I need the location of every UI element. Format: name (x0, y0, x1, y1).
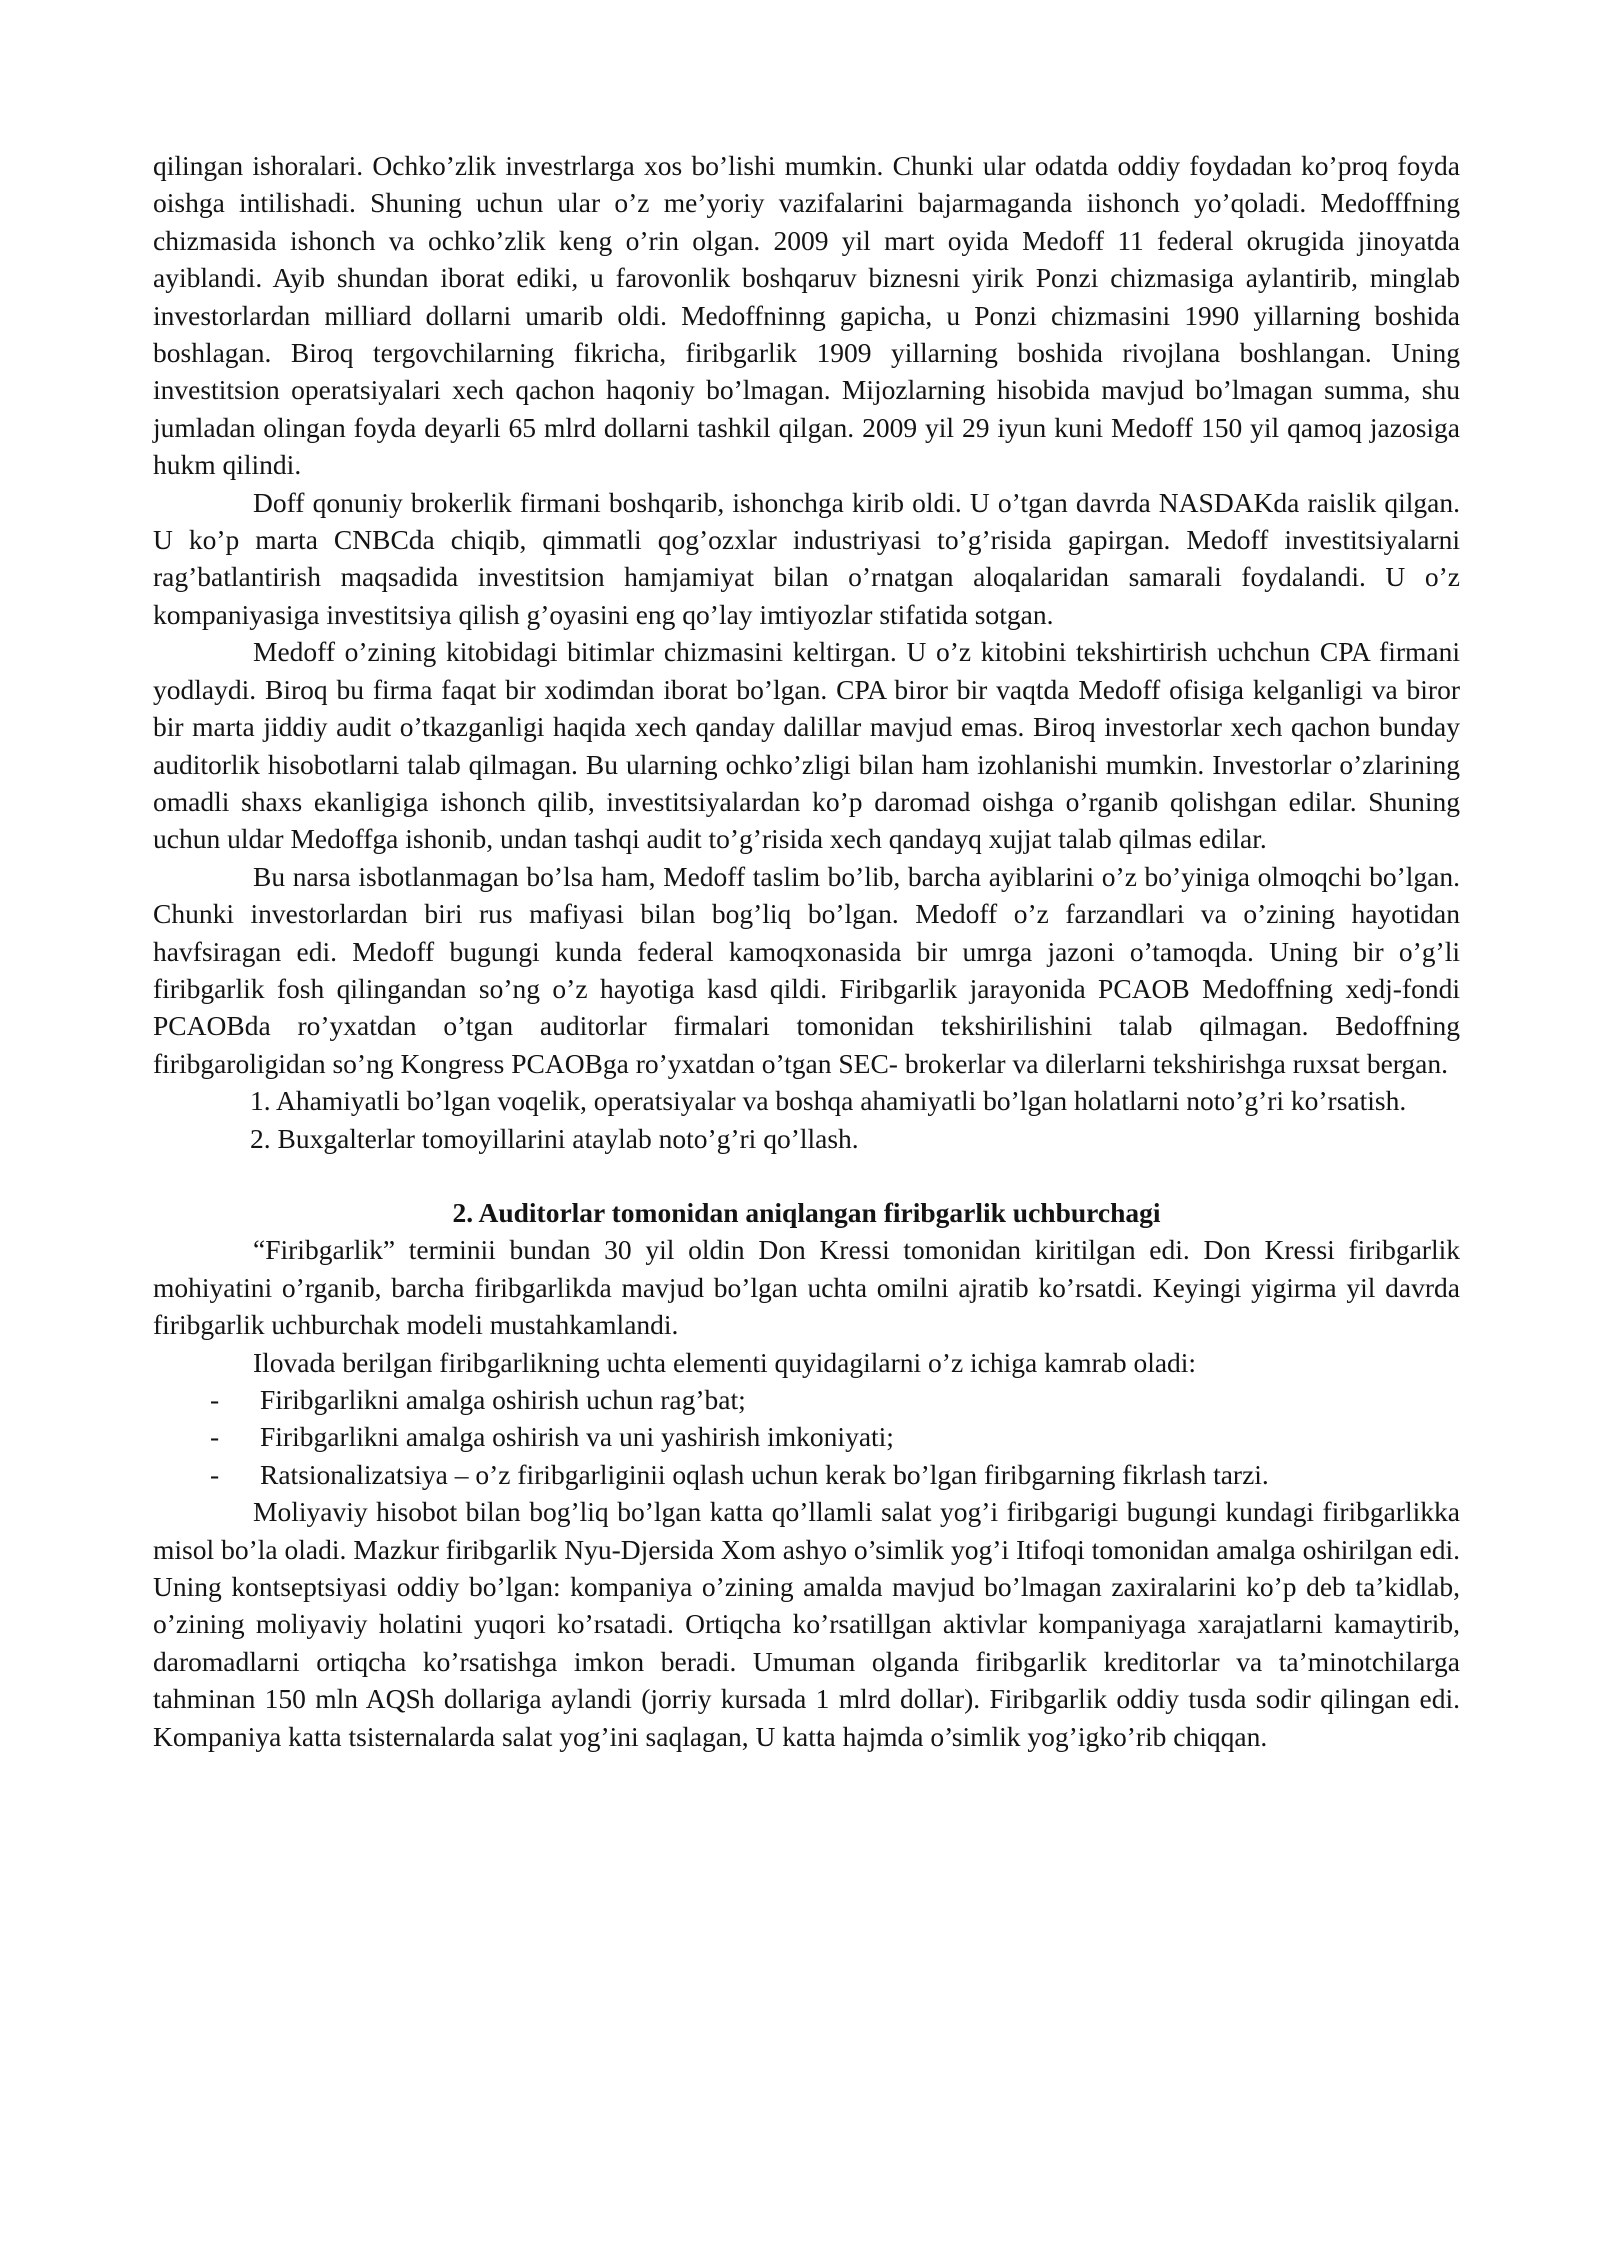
dash-marker: - (210, 1458, 220, 1490)
list-item-text: Firibgarlikni amalga oshirish va uni yashirish imkoniyati; (260, 1421, 894, 1453)
paragraph-medoff-charges: qilingan ishoralari. Ochko’zlik investrlarga xos bo’lishi mumkin. Chunki ular odatda oddiy foydadan ko’proq foyda oishga intilishadi. Shuning uchun ular o’z me’yoriy vazifalarini bajarmaganda iishonch yo’qoladi. Medofffning chizmasida ishonch va ochko’zlik keng o’rin olgan. 2009 yil mart oyida Medoff 11 federal okrugida jinoyatda ayiblandi. Ayib shundan iborat ediki, u farovonlik boshqaruv biznesni yirik Ponzi chizmasiga aylantirib, minglab investorlardan milliard dollarni umarib oldi. Medoffninng gapicha, u Ponzi chizmasini 1990 yillarning boshida boshlagan. Biroq tergovchilarning fikricha, firibgarlik 1909 yillarning boshida rivojlana boshlangan. Uning investitsion operatsiyalari xech qachon haqoniy bo’lmagan. Mijozlarning hisobida mavjud bo’lmagan summa, shu jumladan olingan foyda deyarli 65 mlrd dollarni tashkil qilgan. 2009 yil 29 iyun kuni Medoff 150 yil qamoq jazosiga hukm qilindi. (153, 150, 1460, 481)
dash-marker: - (210, 1421, 220, 1453)
paragraph-fraud-term: “Firibgarlik” terminii bundan 30 yil oldin Don Kressi tomonidan kiritilgan edi. Don Kressi firibgarlik mohiyatini o’rganib, barcha firibgarlikda mavjud bo’lgan uchta omilni ajratib ko’rsatdi. Keyingi yigirma yil davrda firibgarlik uchburchak modeli mustahkamlandi. (153, 1234, 1460, 1341)
list-item-rationalization (153, 1456, 1460, 1493)
list-item-text: Firibgarlikni amalga oshirish uchun rag’bat; (260, 1384, 746, 1415)
section-heading: 2. Auditorlar tomonidan aniqlangan firibgarlik uchburchagi (452, 1196, 1161, 1228)
paragraph-medoff-surrender: Bu narsa isbotlanmagan bo’lsa ham, Medoff taslim bo’lib, barcha ayiblarini o’z bo’yiniga olmoqchi bo’lgan. Chunki investorlardan biri rus mafiyasi bilan bog’liq bo’lgan. Medoff o’z farzandlari va o’zining hayotidan havfsiragan edi. Medoff bugungi kunda federal kamoqxonasida bir umrga jazoni o’tamoqda. Uning bir o’g’li firibgarlik fosh qilingandan so’ng o’z hayotiga kasd qildi. Firibgarlik jarayonida PCAOB Medoffning xedj-fondi PCAOBda ro’yxatdan o’tgan auditorlar firmalari tomonidan tekshirilishini talab qilmagan. Bedoffning firibgaroligidan so’ng Kongress PCAOBga ro’yxatdan o’tgan SEC- brokerlar va dilerlarni tekshirishga ruxsat bergan. (153, 860, 1460, 1079)
numbered-item-2: 2. Buxgalterlar tomoyillarini ataylab noto’g’ri qo’llash. (250, 1122, 859, 1154)
paragraph-salad-oil-fraud: Moliyaviy hisobot bilan bog’liq bo’lgan katta qo’llamli salat yog’i firibgarigi bugungi kundagi firibgarlikka misol bo’la oladi. Mazkur firibgarlik Nyu-Djersida Xom ashyo o’simlik yog’i Itifoqi tomonidan amalga oshirilgan edi. Uning kontseptsiyasi oddiy bo’lgan: kompaniya o’zining amalda mavjud bo’lmagan zaxiralarini ko’p deb ta’kidlab, o’zining moliyaviy holatini yuqori ko’rsatadi. Ortiqcha ko’rsatillgan aktivlar kompaniyaga xarajatlarni kamaytirib, daromadlarni ortiqcha ko’rsatishga imkon beradi. Umuman olganda firibgarlik kreditorlar va ta’minotchilarga tahminan 150 mln AQSh dollariga aylandi (jorriy kursada 1 mlrd dollar). Firibgarlik oddiy tusda sodir qilingan edi. Kompaniya katta tsisternalarda salat yog’ini saqlagan, U katta hajmda o’simlik yog’igko’rib chiqqan. (153, 1496, 1460, 1752)
paragraph-cpa-firm: Medoff o’zining kitobidagi bitimlar chizmasini keltirgan. U o’z kitobini tekshirtirish uchchun CPA firmani yodlaydi. Biroq bu firma faqat bir xodimdan iborat bo’lgan. CPA biror bir vaqtda Medoff ofisiga kelganligi va biror bir marta jiddiy audit o’tkazganligi haqida xech qanday dalillar mavjud emas. Biroq investorlar xech qachon bunday auditorlik hisobotlarni talab qilmagan. Bu ularning ochko’zligi bilan ham izohlanishi mumkin. Investorlar o’zlarining omadli shaxs ekanligiga ishonch qilib, investitsiyalardan ko’p daromad oishga o’rganib qolishgan edilar. Shuning uchun uldar Medoffga ishonib, undan tashqi audit to’g’risida xech qandayq xujjat talab qilmas edilar. (153, 636, 1460, 855)
numbered-item-1: 1. Ahamiyatli bo’lgan voqelik, operatsiyalar va boshqa ahamiyatli bo’lgan holatlarni noto’g’ri ko’rsatish. (250, 1085, 1407, 1117)
paragraph-doff-brokerage: Doff qonuniy brokerlik firmani boshqarib, ishonchga kirib oldi. U o’tgan davrda NASDAKda raislik qilgan. U ko’p marta CNBCda chiqib, qimmatli qog’ozxlar industriyasi to’g’risida gapirgan. Medoff investitsiyalarni rag’batlantirish maqsadida investitsion hamjamiyat bilan o’rnatgan aloqalaridan samarali foydalandi. U o’z kompaniyasiga investitsiya qilish g’oyasini eng qo’lay imtiyozlar stifatida sotgan. (153, 486, 1460, 630)
dash-marker: - (210, 1384, 220, 1415)
paragraph-three-elements: Ilovada berilgan firibgarlikning uchta elementi quyidagilarni o’z ichiga kamrab oladi: (253, 1346, 1197, 1378)
document-page (153, 147, 1460, 1755)
list-item-incentive (153, 1381, 1460, 1418)
list-item-text: Ratsionalizatsiya – o’z firibgarliginii oqlash uchun kerak bo’lgan firibgarning fikrlash tarzi. (260, 1458, 1269, 1490)
list-item-opportunity (153, 1418, 1460, 1455)
